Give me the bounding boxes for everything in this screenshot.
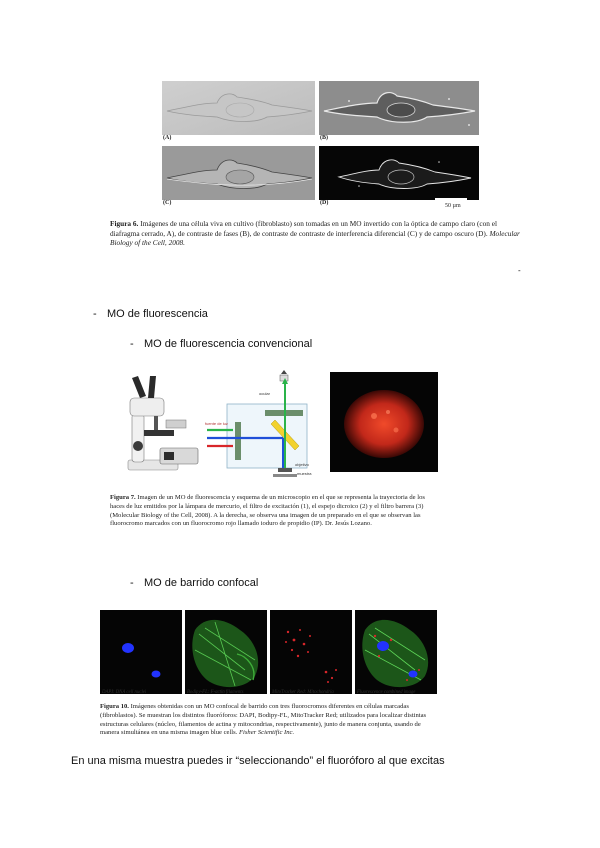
figure-6-caption-number: Figura 6. <box>110 219 139 228</box>
cell-image-phase-contrast <box>319 81 479 135</box>
panel-label-c: (C) <box>163 200 172 206</box>
figure-6-caption <box>110 219 525 248</box>
svg-text:fuente de luz: fuente de luz <box>205 421 228 426</box>
confocal-actin-panel <box>185 610 267 694</box>
scale-bar-label: 50 µm <box>445 203 461 209</box>
confocal-combined-panel <box>355 610 437 694</box>
figure-7-caption <box>110 494 440 529</box>
confocal-label-actin: Bodipy-FL: F-actin filaments <box>187 690 244 695</box>
figure-6-caption-source: Molecular Biology of the Cell, 2008. <box>110 228 520 248</box>
confocal-mito-panel <box>270 610 352 694</box>
figure-10-caption-number: Figura 10. <box>100 703 129 710</box>
fluorescence-microscope-photo <box>110 368 202 480</box>
subsection-bullet-confocal: - <box>130 577 134 589</box>
stray-dash: - <box>518 266 521 275</box>
panel-label-a: (A) <box>163 135 172 141</box>
confocal-label-combined: Fluorescence combined image <box>357 690 416 695</box>
figure-10-caption-text: Imágenes obtenidas con un MO confocal de barrido con tres fluorocromos diferentes en células marcadas (fibroblastos). Se muestran los distintos fluoróforos: DAPI, Bodipy-FL, MitoTracker Red; utilizados para localizar distintas estructuras celulares (núcleo, filamentos de actina y mitocondrias, respectivamente), junto de manera conjunta, usando de manera simultánea en una misma imagen blue cells. <box>100 703 427 737</box>
figure-6-caption-text: Imágenes de una célula viva en cultivo (fibroblasto) son tomadas en un MO invertido con la óptica de campo claro (con el diafragma cerrado, A), de contraste de fases (B), de contraste de contraste de interferencia diferencial (C) y de campo oscuro (D). <box>110 219 498 238</box>
confocal-label-dapi: DAPI: DNA cell nuclei <box>102 690 147 695</box>
svg-text:muestra: muestra <box>297 471 312 476</box>
panel-label-b: (B) <box>320 135 328 141</box>
fluorescence-light-path-diagram <box>205 370 321 478</box>
confocal-dapi-panel <box>100 610 182 694</box>
cell-image-darkfield <box>319 146 479 200</box>
svg-text:ocular: ocular <box>259 391 270 396</box>
svg-text:objetivo: objetivo <box>295 462 309 467</box>
subsection-title-conventional: MO de fluorescencia convencional <box>144 338 313 350</box>
cell-image-brightfield <box>162 81 315 135</box>
figure-10-caption <box>100 703 440 738</box>
scale-bar <box>435 198 467 200</box>
figure-7-caption-text: Imagen de un MO de fluorescencia y esquema de un microscopio en el que se representa la trayectoria de los haces de luz emitidos por la lámpara de mercurio, el filtro de excitación (1), el espejo dicroico (2) y el filtro barrera (3) (Molecular Biology of the Cell, 2008). A la derecha, se observa una imagen de un preparado en el que se observan las fluorocromo marcados con un fluorocromo rojo llamado ioduro de propidio (IP). Dr. Jesús Lozano. <box>110 494 425 528</box>
subsection-bullet-conventional: - <box>130 338 134 350</box>
figure-10-caption-source: Fisher Scientific Inc. <box>237 729 295 737</box>
footer-note: En una misma muestra puedes ir “seleccionando” el fluoróforo al que excitas <box>71 755 445 767</box>
panel-label-d: (D) <box>320 200 329 206</box>
figure-7-caption-number: Figura 7. <box>110 494 136 501</box>
section-bullet: - <box>93 308 97 320</box>
cell-image-dic <box>162 146 315 200</box>
subsection-title-confocal: MO de barrido confocal <box>144 577 259 589</box>
section-title-fluorescence: MO de fluorescencia <box>107 308 208 320</box>
confocal-label-mito: MitoTracker Red: Mitochondria <box>272 690 334 695</box>
fluorescence-red-cell-image <box>330 372 438 472</box>
